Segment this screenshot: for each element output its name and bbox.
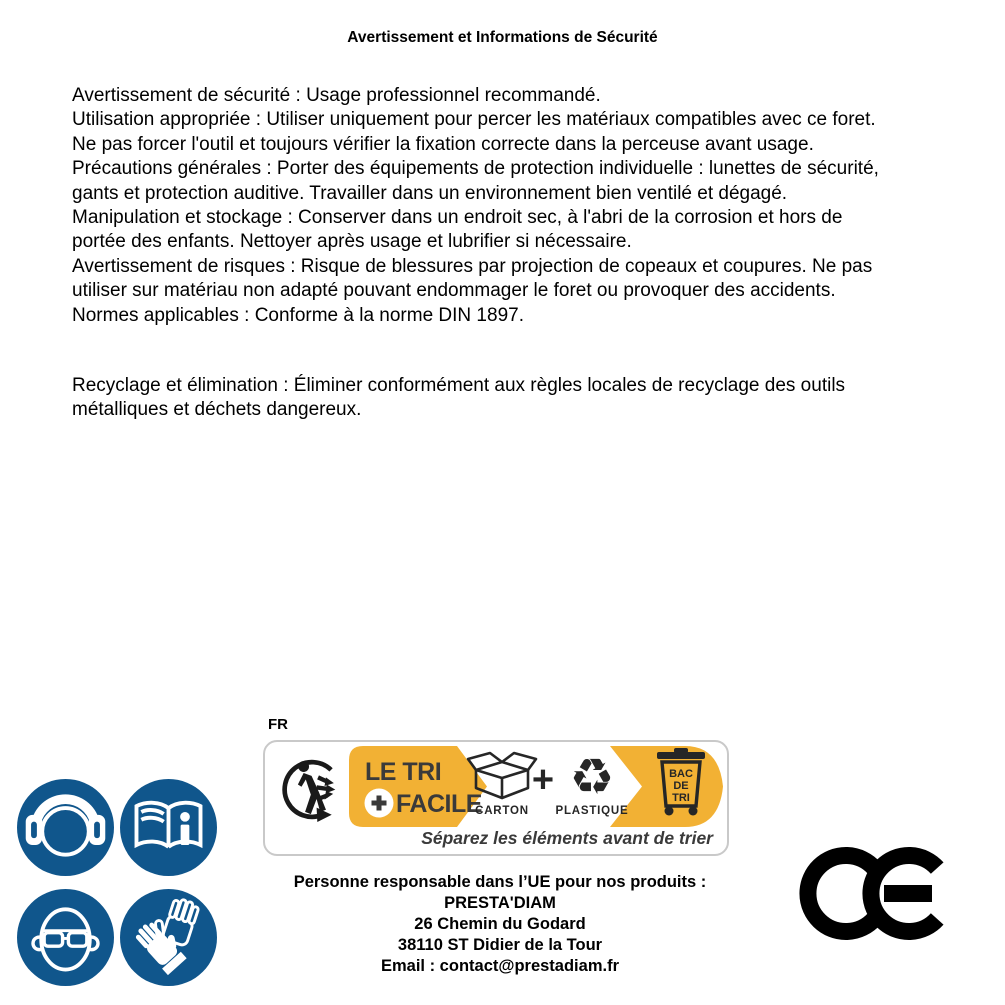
safety-line: portée des enfants. Nettoyer après usage et lubrifier si nécessaire. bbox=[72, 231, 632, 253]
address-city: 38110 ST Didier de la Tour bbox=[397, 936, 603, 954]
svg-text:DE: DE bbox=[673, 780, 689, 792]
read-manual-icon bbox=[120, 779, 217, 876]
svg-text:BAC: BAC bbox=[669, 768, 693, 780]
plastic-recycling-icon: ♻ bbox=[569, 748, 615, 806]
wear-eye-protection-icon bbox=[17, 889, 114, 986]
svg-text:TRI: TRI bbox=[672, 792, 690, 804]
contact-email: Email : contact@prestadiam.fr bbox=[381, 957, 619, 975]
safety-line: Avertissement de sécurité : Usage professionnel recommandé. bbox=[72, 85, 601, 106]
tri-headline-1: LE TRI bbox=[365, 758, 442, 786]
recycling-text-block bbox=[72, 374, 845, 423]
responsible-person-block bbox=[150, 872, 850, 977]
address-street: 26 Chemin du Godard bbox=[414, 915, 586, 933]
tri-facile-label bbox=[263, 740, 729, 856]
safety-line: Avertissement de risques : Risque de blessures par projection de copeaux et coupures. Ne pas bbox=[72, 255, 873, 277]
ce-mark-icon bbox=[796, 846, 946, 941]
sorting-caption: Séparez les éléments avant de trier bbox=[421, 828, 713, 848]
safety-text-block bbox=[72, 84, 879, 328]
page-title: Avertissement et Informations de Sécurité bbox=[347, 29, 658, 46]
country-code-label: FR bbox=[268, 716, 288, 733]
triman-icon bbox=[277, 747, 349, 825]
safety-line: Utilisation appropriée : Utiliser uniquement pour percer les matériaux compatibles avec ce foret. bbox=[72, 109, 876, 131]
safety-line: Normes applicables : Conforme à la norme DIN 1897. bbox=[72, 304, 524, 326]
plastique-label: PLASTIQUE bbox=[555, 805, 629, 817]
safety-line: gants et protection auditive. Travailler dans un environnement bien ventilé et dégagé. bbox=[72, 182, 788, 204]
recycling-line: métalliques et déchets dangereux. bbox=[72, 399, 362, 421]
recycling-line: Recyclage et élimination : Éliminer conformément aux règles locales de recyclage des outils bbox=[72, 375, 846, 396]
tri-headline-2: FACILE bbox=[396, 790, 482, 818]
carton-label: CARTON bbox=[475, 805, 529, 817]
company-name: PRESTA'DIAM bbox=[444, 894, 556, 912]
safety-line: Ne pas forcer l'outil et toujours vérifier la fixation correcte dans la perceuse avant usage. bbox=[72, 133, 814, 155]
tri-facile-banner bbox=[349, 746, 723, 827]
responsible-person-line: Personne responsable dans l’UE pour nos produits : bbox=[293, 873, 707, 891]
materials-plus: + bbox=[531, 759, 555, 801]
safety-line: utiliser sur matériau non adapté pouvant endommager le foret ou provoquer des accidents. bbox=[72, 280, 836, 302]
wear-ear-protection-icon bbox=[17, 779, 114, 876]
safety-line: Manipulation et stockage : Conserver dans un endroit sec, à l'abri de la corrosion et hors de bbox=[72, 207, 843, 229]
safety-line: Précautions générales : Porter des équipements de protection individuelle : lunettes de sécurité, bbox=[72, 158, 879, 180]
